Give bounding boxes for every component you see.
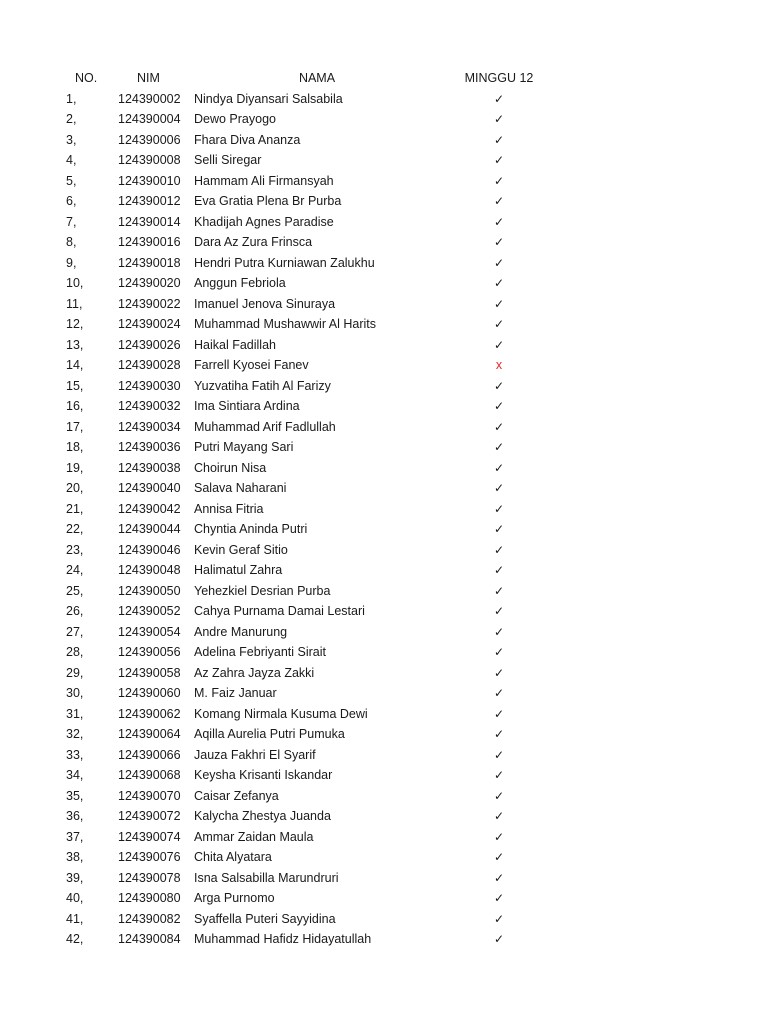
table-row	[0, 478, 768, 499]
student-name: Caisar Zefanya	[194, 788, 279, 803]
attendance-cell	[460, 560, 538, 581]
row-number: 10,	[66, 276, 84, 290]
student-name: Chyntia Aninda Putri	[194, 522, 308, 536]
checkmark-icon: ✓	[493, 153, 505, 167]
attendance-cell	[460, 929, 538, 950]
student-nim: 124390070	[118, 788, 181, 803]
attendance-cell	[460, 868, 538, 889]
attendance-cell	[460, 232, 538, 253]
table-row	[0, 458, 768, 479]
student-name: Adelina Febriyanti Sirait	[194, 645, 327, 659]
table-row	[0, 642, 768, 663]
attendance-cell	[460, 396, 538, 417]
row-number: 15,	[66, 378, 84, 393]
student-nim: 124390006	[118, 132, 181, 147]
table-row	[0, 171, 768, 192]
student-nim: 124390014	[118, 214, 181, 229]
row-number: 19,	[66, 460, 84, 475]
row-number: 28,	[66, 645, 84, 659]
student-name: Anggun Febriola	[194, 276, 286, 290]
student-name: Selli Siregar	[194, 153, 262, 167]
attendance-table	[0, 68, 768, 950]
student-name: Jauza Fakhri El Syarif	[194, 747, 316, 762]
checkmark-icon: ✓	[493, 604, 505, 618]
table-row	[0, 560, 768, 581]
student-nim: 124390062	[118, 706, 181, 721]
student-nim: 124390038	[118, 460, 181, 475]
attendance-cell	[460, 827, 538, 848]
checkmark-icon: ✓	[493, 768, 505, 782]
row-number: 23,	[66, 542, 84, 557]
table-row	[0, 581, 768, 602]
row-number: 17,	[66, 419, 84, 434]
row-number: 22,	[66, 522, 84, 536]
row-number: 31,	[66, 706, 84, 721]
table-row	[0, 663, 768, 684]
student-name: Dara Az Zura Frinsca	[194, 235, 313, 249]
table-row	[0, 376, 768, 397]
table-row	[0, 888, 768, 909]
row-number: 4,	[66, 153, 77, 167]
row-number: 13,	[66, 337, 84, 352]
row-number: 12,	[66, 317, 84, 331]
student-name: Hendri Putra Kurniawan Zalukhu	[194, 255, 375, 270]
student-nim: 124390058	[118, 665, 181, 680]
row-number: 40,	[66, 891, 84, 905]
student-name: Salava Naharani	[194, 481, 287, 495]
row-number: 35,	[66, 788, 84, 803]
table-row	[0, 683, 768, 704]
attendance-cell	[460, 191, 538, 212]
student-nim: 124390034	[118, 419, 181, 434]
table-row	[0, 212, 768, 233]
table-body	[0, 89, 768, 950]
row-number: 18,	[66, 440, 84, 454]
attendance-cell	[460, 724, 538, 745]
attendance-cell	[460, 909, 538, 930]
table-row	[0, 417, 768, 438]
student-name: Az Zahra Jayza Zakki	[194, 665, 315, 680]
row-number: 29,	[66, 665, 84, 680]
student-nim: 124390060	[118, 686, 181, 700]
attendance-cell	[460, 499, 538, 520]
attendance-cell	[460, 745, 538, 766]
student-nim: 124390022	[118, 296, 181, 311]
student-nim: 124390032	[118, 399, 181, 413]
student-nim: 124390050	[118, 583, 181, 598]
row-number: 9,	[66, 255, 77, 270]
attendance-cell	[460, 437, 538, 458]
checkmark-icon: ✓	[493, 399, 505, 413]
attendance-cell	[460, 355, 538, 376]
checkmark-icon: ✓	[493, 296, 505, 311]
table-row	[0, 294, 768, 315]
student-nim: 124390030	[118, 378, 181, 393]
attendance-cell	[460, 294, 538, 315]
checkmark-icon: ✓	[493, 788, 505, 803]
checkmark-icon: ✓	[493, 850, 505, 864]
table-row	[0, 868, 768, 889]
student-nim: 124390002	[118, 91, 181, 106]
checkmark-icon: ✓	[493, 337, 505, 352]
student-name: Eva Gratia Plena Br Purba	[194, 194, 342, 208]
checkmark-icon: ✓	[493, 870, 505, 885]
row-number: 8,	[66, 235, 77, 249]
checkmark-icon: ✓	[493, 235, 505, 249]
checkmark-icon: ✓	[493, 563, 505, 577]
student-nim: 124390010	[118, 173, 181, 188]
attendance-cell	[460, 478, 538, 499]
row-number: 6,	[66, 194, 77, 208]
student-name: Annisa Fitria	[194, 501, 264, 516]
attendance-cell	[460, 601, 538, 622]
row-number: 16,	[66, 399, 84, 413]
table-row	[0, 622, 768, 643]
student-name: Dewo Prayogo	[194, 112, 276, 126]
table-row	[0, 232, 768, 253]
student-name: Nindya Diyansari Salsabila	[194, 91, 343, 106]
checkmark-icon: ✓	[493, 645, 505, 659]
attendance-cell	[460, 642, 538, 663]
table-row	[0, 130, 768, 151]
table-row	[0, 499, 768, 520]
attendance-cell	[460, 786, 538, 807]
student-name: Haikal Fadillah	[194, 337, 276, 352]
table-row	[0, 355, 768, 376]
attendance-cell	[460, 171, 538, 192]
table-row	[0, 847, 768, 868]
row-number: 5,	[66, 173, 77, 188]
student-nim: 124390036	[118, 440, 181, 454]
absent-x-icon: x	[495, 358, 503, 372]
row-number: 14,	[66, 358, 84, 372]
table-row	[0, 724, 768, 745]
table-row	[0, 765, 768, 786]
student-name: Cahya Purnama Damai Lestari	[194, 604, 365, 618]
attendance-cell	[460, 519, 538, 540]
student-nim: 124390076	[118, 850, 181, 864]
student-name: Kevin Geraf Sitio	[194, 542, 288, 557]
checkmark-icon: ✓	[493, 173, 505, 188]
student-nim: 124390072	[118, 809, 181, 823]
checkmark-icon: ✓	[493, 747, 505, 762]
student-nim: 124390044	[118, 522, 181, 536]
attendance-cell	[460, 212, 538, 233]
table-row	[0, 109, 768, 130]
attendance-cell	[460, 150, 538, 171]
student-nim: 124390040	[118, 481, 181, 495]
table-row	[0, 601, 768, 622]
student-nim: 124390064	[118, 727, 181, 741]
checkmark-icon: ✓	[493, 440, 505, 454]
row-number: 39,	[66, 870, 84, 885]
row-number: 27,	[66, 624, 84, 639]
row-number: 7,	[66, 214, 77, 229]
checkmark-icon: ✓	[493, 194, 505, 208]
checkmark-icon: ✓	[493, 686, 505, 700]
checkmark-icon: ✓	[493, 378, 505, 393]
header-minggu-12: MINGGU 12	[464, 71, 534, 85]
student-name: Aqilla Aurelia Putri Pumuka	[194, 727, 345, 741]
student-name: Yuzvatiha Fatih Al Farizy	[194, 378, 331, 393]
checkmark-icon: ✓	[493, 727, 505, 741]
row-number: 32,	[66, 727, 84, 741]
attendance-cell	[460, 622, 538, 643]
student-nim: 124390048	[118, 563, 181, 577]
attendance-cell	[460, 458, 538, 479]
student-name: Ammar Zaidan Maula	[194, 829, 314, 844]
table-row	[0, 540, 768, 561]
checkmark-icon: ✓	[493, 911, 505, 926]
checkmark-icon: ✓	[493, 665, 505, 680]
header-nama: NAMA	[298, 71, 336, 85]
checkmark-icon: ✓	[493, 481, 505, 495]
student-nim: 124390046	[118, 542, 181, 557]
row-number: 42,	[66, 932, 84, 946]
student-name: Ima Sintiara Ardina	[194, 399, 300, 413]
student-name: Halimatul Zahra	[194, 563, 283, 577]
student-nim: 124390068	[118, 768, 181, 782]
row-number: 37,	[66, 829, 84, 844]
student-name: Kalycha Zhestya Juanda	[194, 809, 331, 823]
attendance-cell	[460, 109, 538, 130]
student-name: Putri Mayang Sari	[194, 440, 294, 454]
checkmark-icon: ✓	[493, 132, 505, 147]
student-nim: 124390074	[118, 829, 181, 844]
row-number: 20,	[66, 481, 84, 495]
attendance-cell	[460, 806, 538, 827]
attendance-cell	[460, 704, 538, 725]
checkmark-icon: ✓	[493, 583, 505, 598]
student-name: Khadijah Agnes Paradise	[194, 214, 334, 229]
checkmark-icon: ✓	[493, 522, 505, 536]
student-name: Andre Manurung	[194, 624, 288, 639]
table-row	[0, 150, 768, 171]
checkmark-icon: ✓	[493, 829, 505, 844]
checkmark-icon: ✓	[493, 460, 505, 475]
row-number: 24,	[66, 563, 84, 577]
header-no: NO.	[75, 71, 98, 85]
table-row	[0, 437, 768, 458]
table-row	[0, 786, 768, 807]
student-nim: 124390080	[118, 891, 181, 905]
student-nim: 124390008	[118, 153, 181, 167]
checkmark-icon: ✓	[493, 255, 505, 270]
checkmark-icon: ✓	[493, 317, 505, 331]
table-row	[0, 89, 768, 110]
checkmark-icon: ✓	[493, 501, 505, 516]
student-nim: 124390042	[118, 501, 181, 516]
checkmark-icon: ✓	[493, 91, 505, 106]
student-name: Farrell Kyosei Fanev	[194, 358, 309, 372]
checkmark-icon: ✓	[493, 809, 505, 823]
attendance-cell	[460, 89, 538, 110]
student-name: Yehezkiel Desrian Purba	[194, 583, 331, 598]
table-row	[0, 827, 768, 848]
table-row	[0, 253, 768, 274]
student-name: Komang Nirmala Kusuma Dewi	[194, 706, 368, 721]
checkmark-icon: ✓	[493, 542, 505, 557]
row-number: 25,	[66, 583, 84, 598]
student-name: Fhara Diva Ananza	[194, 132, 301, 147]
attendance-cell	[460, 273, 538, 294]
attendance-cell	[460, 417, 538, 438]
attendance-cell	[460, 314, 538, 335]
table-row	[0, 335, 768, 356]
attendance-cell	[460, 376, 538, 397]
checkmark-icon: ✓	[493, 624, 505, 639]
table-row	[0, 519, 768, 540]
table-row	[0, 191, 768, 212]
attendance-cell	[460, 540, 538, 561]
table-row	[0, 745, 768, 766]
attendance-cell	[460, 888, 538, 909]
student-nim: 124390020	[118, 276, 181, 290]
student-nim: 124390052	[118, 604, 181, 618]
header-nim: NIM	[137, 71, 160, 85]
checkmark-icon: ✓	[493, 112, 505, 126]
checkmark-icon: ✓	[493, 932, 505, 946]
student-nim: 124390012	[118, 194, 181, 208]
row-number: 11,	[66, 296, 83, 311]
student-name: M. Faiz Januar	[194, 686, 277, 700]
student-nim: 124390082	[118, 911, 181, 926]
table-row	[0, 806, 768, 827]
attendance-cell	[460, 847, 538, 868]
attendance-cell	[460, 765, 538, 786]
student-name: Isna Salsabilla Marundruri	[194, 870, 339, 885]
attendance-cell	[460, 581, 538, 602]
student-nim: 124390066	[118, 747, 181, 762]
checkmark-icon: ✓	[493, 276, 505, 290]
row-number: 30,	[66, 686, 84, 700]
student-name: Arga Purnomo	[194, 891, 275, 905]
row-number: 33,	[66, 747, 84, 762]
student-name: Muhammad Arif Fadlullah	[194, 419, 336, 434]
student-name: Muhammad Hafidz Hidayatullah	[194, 932, 372, 946]
row-number: 38,	[66, 850, 84, 864]
student-name: Syaffella Puteri Sayyidina	[194, 911, 336, 926]
row-number: 26,	[66, 604, 84, 618]
table-row	[0, 314, 768, 335]
student-nim: 124390056	[118, 645, 181, 659]
student-nim: 124390004	[118, 112, 181, 126]
row-number: 21,	[66, 501, 84, 516]
student-name: Muhammad Mushawwir Al Harits	[194, 317, 376, 331]
checkmark-icon: ✓	[493, 419, 505, 434]
attendance-cell	[460, 253, 538, 274]
table-header	[0, 68, 768, 89]
row-number: 36,	[66, 809, 84, 823]
row-number: 3,	[66, 132, 77, 147]
student-nim: 124390018	[118, 255, 181, 270]
row-number: 41,	[66, 911, 84, 926]
table-row	[0, 704, 768, 725]
student-name: Chita Alyatara	[194, 850, 272, 864]
checkmark-icon: ✓	[493, 891, 505, 905]
row-number: 34,	[66, 768, 84, 782]
checkmark-icon: ✓	[493, 214, 505, 229]
student-name: Imanuel Jenova Sinuraya	[194, 296, 336, 311]
row-number: 1,	[66, 91, 77, 106]
attendance-cell	[460, 130, 538, 151]
table-row	[0, 929, 768, 950]
row-number: 2,	[66, 112, 77, 126]
attendance-cell	[460, 335, 538, 356]
table-row	[0, 396, 768, 417]
student-name: Choirun Nisa	[194, 460, 267, 475]
student-nim: 124390054	[118, 624, 181, 639]
attendance-cell	[460, 663, 538, 684]
student-nim: 124390028	[118, 358, 181, 372]
student-nim: 124390078	[118, 870, 181, 885]
attendance-cell	[460, 683, 538, 704]
student-name: Keysha Krisanti Iskandar	[194, 768, 333, 782]
student-nim: 124390016	[118, 235, 181, 249]
table-row	[0, 909, 768, 930]
student-nim: 124390084	[118, 932, 181, 946]
student-nim: 124390026	[118, 337, 181, 352]
checkmark-icon: ✓	[493, 706, 505, 721]
table-row	[0, 273, 768, 294]
student-name: Hammam Ali Firmansyah	[194, 173, 334, 188]
student-nim: 124390024	[118, 317, 181, 331]
